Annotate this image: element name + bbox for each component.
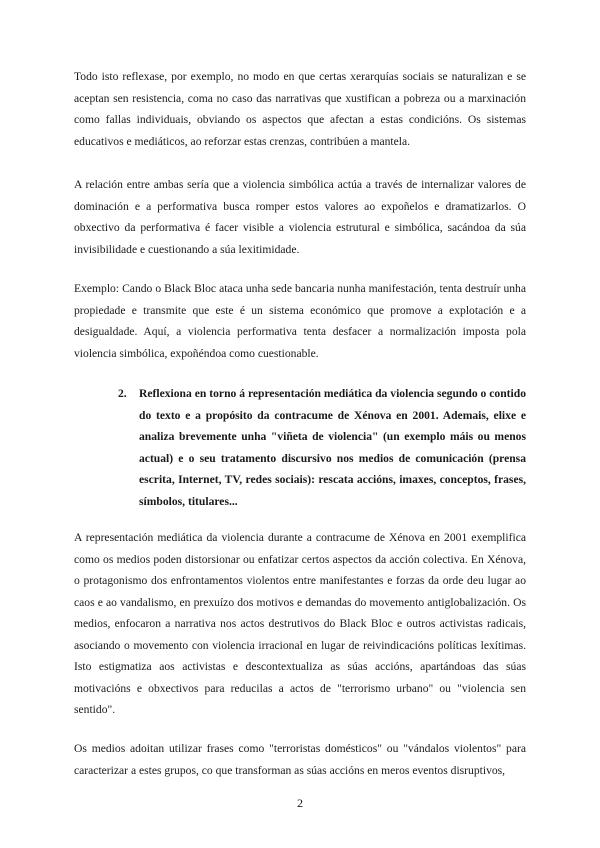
paragraph-black-bloc-example: Exemplo: Cando o Black Bloc ataca unha sede bancaria nunha manifestación, tenta destruír unha propiedade e transmite que este é un sistema económico que promove a explotación e a desigualdade. Aquí, a violencia performativa tenta desfacer a normalización imposta pola violencia simbólica, expoñéndoa como cuestionable. <box>74 282 526 360</box>
paragraph-genoa-media-representation: A representación mediática da violencia durante a contracume de Xénova en 2001 exemplifica como os medios poden distorsionar ou enfatizar certos aspectos da acción colectiva. En Xénova, o protagonismo dos enfrontamentos violentos entre manifestantes e forzas da orde deu lugar ao caos e ao vandalismo, en prexuízo dos motivos e demandas do movemento antiglobalización. Os medios, enfocaron a narrativa nos actos destrutivos do Black Bloc e outros activistas radicais, asociando o movemento con violencia irracional en lugar de reivindicacións políticas lexítimas. Isto estigmatiza aos activistas e descontextualiza as súas accións, apartándoas das súas motivacións e obxectivos para reducilas a actos de "terrorismo urbano" ou "violencia sen sentido". <box>74 531 526 716</box>
paragraph-symbolic-naturalization: Todo isto reflexase, por exemplo, no modo en que certas xerarquías sociais se naturalizan e se aceptan sen resistencia, coma no caso das narrativas que xustifican a pobreza ou a marxinación como fallas individuais, obviando os aspectos que afectan a estas condicións. Os sistemas educativos e mediáticos, ao reforzar estas crenzas, contribúen a mantela. <box>74 70 526 148</box>
question-2 <box>74 383 526 512</box>
paragraph-media-phrases: Os medios adoitan utilizar frases como "terroristas domésticos" ou "vándalos violentos" para caracterizar a estes grupos, co que transforman as súas accións en meros eventos disruptivos, <box>74 742 526 777</box>
question-text: Reflexiona en torno á representación mediática da violencia segundo o contido do texto e a propósito da contracume de Xénova en 2001. Ademais, elixe e analiza brevemente unha "viñeta de violencia" (un exemplo máis ou menos actual) e o seu tratamento discursivo nos medios de comunicación (prensa escrita, Internet, TV, redes sociais): rescata accións, imaxes, conceptos, frases, símbolos, titulares... <box>139 387 526 508</box>
question-number: 2. <box>118 387 127 400</box>
paragraph-relation-symbolic-performative: A relación entre ambas sería que a violencia simbólica actúa a través de internalizar valores de dominación e a performativa busca romper estos valores ao expoñelos e dramatizarlos. O obxectivo da performativa é facer visible a violencia estrutural e simbólica, sacándoa da súa invisibilidade e cuestionando a súa lexitimidade. <box>74 178 526 256</box>
page-number: 2 <box>297 796 303 810</box>
